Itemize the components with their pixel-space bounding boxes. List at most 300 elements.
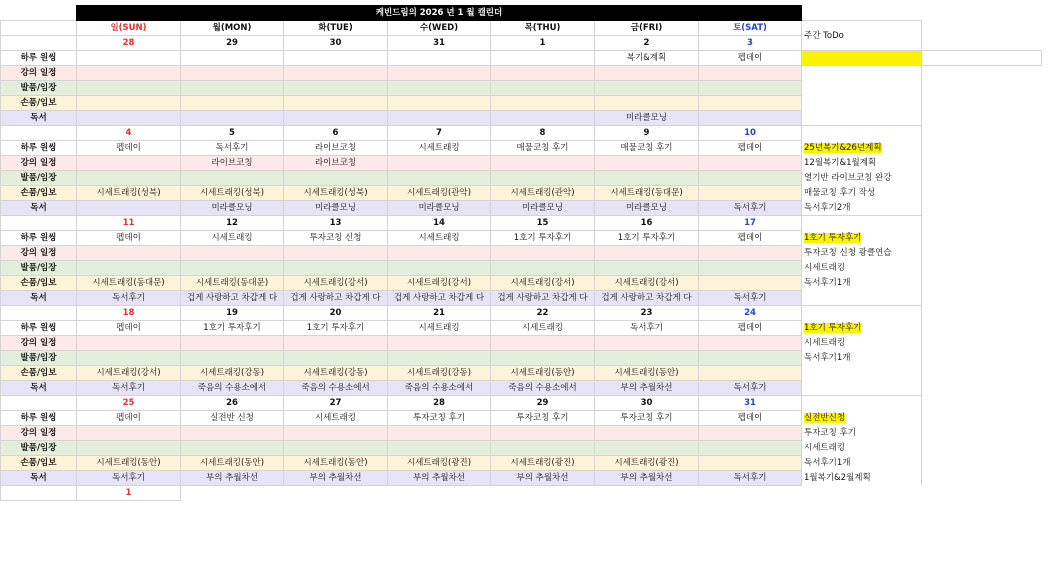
day-cell[interactable]	[77, 261, 181, 276]
spacer-cell	[922, 366, 1042, 381]
day-cell[interactable]	[491, 51, 595, 66]
date-row	[1, 216, 1042, 231]
day-cell[interactable]: 시세트래킹(성북)	[77, 186, 181, 201]
day-cell[interactable]: 부의 추월차선	[595, 471, 699, 486]
row-reading	[1, 471, 1042, 486]
day-cell[interactable]: 시세트래킹(강서)	[77, 366, 181, 381]
date-cell[interactable]: 13	[284, 216, 388, 231]
day-cell[interactable]: 시세트래킹	[388, 141, 491, 156]
row-label: 하루 원씽	[1, 141, 77, 156]
day-cell[interactable]: 시세트래킹(관악)	[491, 186, 595, 201]
todo-item[interactable]	[802, 291, 922, 306]
spacer-cell	[922, 381, 1042, 396]
spacer-cell	[922, 81, 1042, 96]
day-cell[interactable]: 시세트래킹(성북)	[181, 186, 284, 201]
day-cell[interactable]	[699, 186, 802, 201]
day-cell[interactable]	[77, 201, 181, 216]
day-cell[interactable]: 1호기 투자후기	[284, 321, 388, 336]
weekday-header: 수(WED)	[388, 21, 491, 36]
calendar-table	[0, 5, 1042, 501]
todo-text: 투자코칭 후기	[804, 428, 856, 438]
day-cell[interactable]	[284, 96, 388, 111]
day-cell[interactable]: 투자코칭 후기	[491, 411, 595, 426]
day-cell[interactable]	[77, 66, 181, 81]
day-cell[interactable]	[595, 156, 699, 171]
row-oneday	[1, 51, 1042, 66]
date-cell[interactable]: 2	[595, 36, 699, 51]
day-cell[interactable]	[181, 441, 284, 456]
day-cell[interactable]	[77, 426, 181, 441]
todo-item[interactable]	[802, 321, 922, 336]
date-cell[interactable]: 7	[388, 126, 491, 141]
day-cell[interactable]	[388, 351, 491, 366]
date-cell[interactable]: 19	[181, 306, 284, 321]
row-label: 독서	[1, 291, 77, 306]
todo-item[interactable]	[802, 426, 922, 441]
date-cell[interactable]: 14	[388, 216, 491, 231]
todo-item[interactable]	[802, 111, 922, 126]
date-cell[interactable]: 5	[181, 126, 284, 141]
day-cell[interactable]: 시세트래킹(강서)	[491, 276, 595, 291]
day-cell[interactable]: 미라클모닝	[491, 201, 595, 216]
day-cell[interactable]: 죽음의 수용소에서	[284, 381, 388, 396]
todo-item[interactable]	[802, 171, 922, 186]
date-cell[interactable]: 31	[699, 396, 802, 411]
day-cell[interactable]: 펩데이	[699, 321, 802, 336]
todo-item[interactable]	[802, 456, 922, 471]
day-cell[interactable]: 미라클모닝	[595, 201, 699, 216]
date-cell[interactable]: 16	[595, 216, 699, 231]
date-cell[interactable]: 4	[77, 126, 181, 141]
day-cell[interactable]	[491, 336, 595, 351]
day-cell[interactable]: 미라클모닝	[388, 201, 491, 216]
day-cell[interactable]	[284, 261, 388, 276]
day-cell[interactable]	[699, 426, 802, 441]
day-cell[interactable]: 시세트래킹(동안)	[491, 366, 595, 381]
spacer-cell	[922, 471, 1042, 486]
row-reading	[1, 111, 1042, 126]
day-cell[interactable]: 시세트래킹(광진)	[388, 456, 491, 471]
day-cell[interactable]: 시세트래킹(성북)	[284, 186, 388, 201]
day-cell[interactable]	[77, 111, 181, 126]
todo-text: 독서후기2개	[804, 202, 851, 213]
day-cell[interactable]: 시세트래킹(강동)	[284, 366, 388, 381]
day-cell[interactable]	[77, 336, 181, 351]
day-cell[interactable]: 죽음의 수용소에서	[388, 381, 491, 396]
day-cell[interactable]	[181, 426, 284, 441]
day-cell[interactable]	[491, 156, 595, 171]
day-cell[interactable]	[491, 96, 595, 111]
todo-spacer	[802, 306, 922, 321]
day-cell[interactable]	[595, 336, 699, 351]
day-cell[interactable]: 시세트래킹(동대문)	[181, 276, 284, 291]
day-cell[interactable]: 시세트래킹(관악)	[388, 186, 491, 201]
spacer-cell	[922, 216, 1042, 231]
day-cell[interactable]: 시세트래킹(강서)	[595, 276, 699, 291]
day-cell[interactable]: 시세트래킹(동안)	[595, 366, 699, 381]
day-cell[interactable]: 펩데이	[77, 141, 181, 156]
day-cell[interactable]: 시세트래킹(강서)	[388, 276, 491, 291]
day-cell[interactable]	[284, 81, 388, 96]
date-cell[interactable]: 6	[284, 126, 388, 141]
spacer-cell	[181, 486, 284, 501]
day-cell[interactable]	[699, 336, 802, 351]
day-cell[interactable]: 독서후기	[77, 381, 181, 396]
date-cell[interactable]: 8	[491, 126, 595, 141]
day-cell[interactable]	[181, 81, 284, 96]
day-cell[interactable]	[181, 51, 284, 66]
day-cell[interactable]	[699, 66, 802, 81]
todo-item[interactable]	[802, 381, 922, 396]
date-cell[interactable]: 1	[77, 486, 181, 501]
date-cell[interactable]: 12	[181, 216, 284, 231]
row-label: 손품/임보	[1, 276, 77, 291]
day-cell[interactable]	[595, 96, 699, 111]
todo-item[interactable]	[802, 471, 922, 486]
day-cell[interactable]	[284, 351, 388, 366]
day-cell[interactable]: 부의 추월차선	[284, 471, 388, 486]
label-spacer	[1, 306, 77, 321]
day-cell[interactable]: 시세트래킹(동안)	[284, 456, 388, 471]
date-cell[interactable]: 31	[388, 36, 491, 51]
day-cell[interactable]	[595, 66, 699, 81]
day-cell[interactable]: 복기&계획	[595, 51, 699, 66]
day-cell[interactable]	[181, 246, 284, 261]
day-cell[interactable]: 펩데이	[77, 411, 181, 426]
day-cell[interactable]: 시세트래킹(강동)	[388, 366, 491, 381]
day-cell[interactable]	[491, 261, 595, 276]
day-cell[interactable]: 실전반 신청	[181, 411, 284, 426]
day-cell[interactable]	[491, 246, 595, 261]
todo-item[interactable]	[802, 156, 922, 171]
spacer-cell	[922, 306, 1042, 321]
todo-text: 독서후기1개	[804, 278, 851, 288]
day-cell[interactable]	[388, 81, 491, 96]
day-cell[interactable]: 투자코칭 신청	[284, 231, 388, 246]
day-cell[interactable]: 시세트래킹(동안)	[77, 456, 181, 471]
date-cell[interactable]: 24	[699, 306, 802, 321]
day-cell[interactable]: 펩데이	[699, 141, 802, 156]
day-cell[interactable]: 독서후기	[77, 291, 181, 306]
day-cell[interactable]: 투자코칭 후기	[388, 411, 491, 426]
day-cell[interactable]	[491, 426, 595, 441]
day-cell[interactable]	[491, 171, 595, 186]
todo-item[interactable]	[802, 441, 922, 456]
day-cell[interactable]	[595, 261, 699, 276]
date-cell[interactable]: 21	[388, 306, 491, 321]
day-cell[interactable]	[181, 171, 284, 186]
spacer-cell	[922, 96, 1042, 111]
day-cell[interactable]: 라이브코칭	[284, 141, 388, 156]
spacer-cell	[922, 486, 1042, 501]
day-cell[interactable]	[699, 351, 802, 366]
day-cell[interactable]: 독서후기	[699, 471, 802, 486]
date-cell[interactable]: 27	[284, 396, 388, 411]
day-cell[interactable]: 시세트래킹	[491, 321, 595, 336]
row-label: 독서	[1, 471, 77, 486]
day-cell[interactable]	[284, 246, 388, 261]
day-cell[interactable]: 시세트래킹(동대문)	[77, 276, 181, 291]
day-cell[interactable]	[284, 171, 388, 186]
date-cell[interactable]: 11	[77, 216, 181, 231]
day-cell[interactable]	[77, 171, 181, 186]
day-cell[interactable]	[284, 336, 388, 351]
day-cell[interactable]: 펩데이	[699, 51, 802, 66]
day-cell[interactable]	[699, 171, 802, 186]
row-lecture	[1, 66, 1042, 81]
day-cell[interactable]	[595, 441, 699, 456]
row-label: 하루 원씽	[1, 321, 77, 336]
todo-item[interactable]	[802, 366, 922, 381]
day-cell[interactable]: 매물코칭 후기	[595, 141, 699, 156]
day-cell[interactable]: 미라클모닝	[181, 201, 284, 216]
day-cell[interactable]	[284, 66, 388, 81]
day-cell[interactable]: 라이브코칭	[284, 156, 388, 171]
day-cell[interactable]	[699, 366, 802, 381]
date-cell[interactable]: 28	[388, 396, 491, 411]
day-cell[interactable]	[77, 96, 181, 111]
todo-item[interactable]	[802, 141, 922, 156]
todo-item[interactable]	[802, 81, 922, 96]
day-cell[interactable]: 부의 추월차선	[491, 471, 595, 486]
day-cell[interactable]: 미라클모닝	[595, 111, 699, 126]
calendar-title: 케빈드림의 2026 년 1 월 캘린더	[77, 6, 802, 21]
date-cell[interactable]: 20	[284, 306, 388, 321]
todo-text: 시세트래킹	[804, 443, 846, 453]
date-cell[interactable]: 30	[595, 396, 699, 411]
date-row	[1, 306, 1042, 321]
todo-text: 열기반 라이브코칭 완강	[804, 173, 892, 183]
day-cell[interactable]: 부의 추월차선	[595, 381, 699, 396]
label-spacer	[1, 216, 77, 231]
day-cell[interactable]: 겁게 사랑하고 차갑게 다	[181, 291, 284, 306]
spacer-cell	[922, 51, 1042, 66]
day-cell[interactable]	[77, 156, 181, 171]
weekday-row	[1, 21, 1042, 36]
day-cell[interactable]: 시세트래킹(강동)	[181, 366, 284, 381]
corner-cell	[1, 21, 77, 36]
spacer-cell	[922, 441, 1042, 456]
row-fieldwork	[1, 171, 1042, 186]
date-cell[interactable]: 17	[699, 216, 802, 231]
day-cell[interactable]: 죽음의 수용소에서	[181, 381, 284, 396]
day-cell[interactable]	[181, 336, 284, 351]
day-cell[interactable]	[388, 336, 491, 351]
day-cell[interactable]: 독서후기	[699, 381, 802, 396]
day-cell[interactable]	[388, 66, 491, 81]
date-cell[interactable]: 18	[77, 306, 181, 321]
todo-item[interactable]	[802, 231, 922, 246]
day-cell[interactable]	[699, 456, 802, 471]
day-cell[interactable]: 부의 추월차선	[388, 471, 491, 486]
day-cell[interactable]: 겁게 사랑하고 차갑게 다	[284, 291, 388, 306]
todo-item[interactable]	[802, 246, 922, 261]
day-cell[interactable]: 독서후기	[77, 471, 181, 486]
day-cell[interactable]	[699, 81, 802, 96]
row-label: 독서	[1, 201, 77, 216]
day-cell[interactable]: 시세트래킹(광진)	[491, 456, 595, 471]
day-cell[interactable]: 투자코칭 후기	[595, 411, 699, 426]
day-cell[interactable]: 독서후기	[181, 141, 284, 156]
todo-text: 1호기 투자후기	[804, 323, 862, 333]
day-cell[interactable]	[699, 261, 802, 276]
day-cell[interactable]: 부의 추월차선	[181, 471, 284, 486]
day-cell[interactable]: 독서후기	[699, 201, 802, 216]
day-cell[interactable]: 시세트래킹(강서)	[284, 276, 388, 291]
day-cell[interactable]: 1호기 투자후기	[595, 231, 699, 246]
day-cell[interactable]: 겁게 사랑하고 차갑게 다	[595, 291, 699, 306]
date-cell[interactable]: 22	[491, 306, 595, 321]
day-cell[interactable]: 미라클모닝	[284, 201, 388, 216]
day-cell[interactable]	[181, 66, 284, 81]
day-cell[interactable]	[699, 276, 802, 291]
day-cell[interactable]	[491, 66, 595, 81]
day-cell[interactable]: 1호기 투자후기	[491, 231, 595, 246]
day-cell[interactable]	[284, 51, 388, 66]
day-cell[interactable]: 독서후기	[699, 291, 802, 306]
day-cell[interactable]	[284, 441, 388, 456]
day-cell[interactable]	[284, 111, 388, 126]
day-cell[interactable]	[181, 261, 284, 276]
todo-text: 1월복기&2월계획	[804, 473, 871, 483]
todo-text: 매물코칭 후기 작성	[804, 188, 876, 198]
row-label: 하루 원씽	[1, 231, 77, 246]
day-cell[interactable]: 겁게 사랑하고 차갑게 다	[491, 291, 595, 306]
spacer-cell	[922, 426, 1042, 441]
day-cell[interactable]: 겁게 사랑하고 차갑게 다	[388, 291, 491, 306]
day-cell[interactable]	[699, 96, 802, 111]
todo-item[interactable]	[802, 66, 922, 81]
day-cell[interactable]: 펩데이	[699, 411, 802, 426]
spacer-cell	[922, 276, 1042, 291]
day-cell[interactable]	[388, 51, 491, 66]
day-cell[interactable]	[388, 441, 491, 456]
day-cell[interactable]	[595, 81, 699, 96]
todo-item[interactable]	[802, 51, 922, 66]
date-cell[interactable]: 9	[595, 126, 699, 141]
date-cell[interactable]: 29	[491, 396, 595, 411]
day-cell[interactable]	[699, 156, 802, 171]
todo-item[interactable]	[802, 276, 922, 291]
todo-text: 실전반신청	[804, 413, 846, 423]
spacer-cell	[922, 171, 1042, 186]
day-cell[interactable]: 1호기 투자후기	[181, 321, 284, 336]
row-label: 발품/임장	[1, 351, 77, 366]
day-cell[interactable]	[595, 171, 699, 186]
date-cell[interactable]: 30	[284, 36, 388, 51]
next-month-row	[1, 486, 1042, 501]
spacer-cell	[922, 246, 1042, 261]
todo-text: 독서후기1개	[804, 458, 851, 468]
day-cell[interactable]	[181, 351, 284, 366]
date-cell[interactable]: 26	[181, 396, 284, 411]
day-cell[interactable]	[77, 81, 181, 96]
row-fieldwork	[1, 81, 1042, 96]
todo-item[interactable]	[802, 186, 922, 201]
todo-item[interactable]	[802, 201, 922, 216]
day-cell[interactable]: 펩데이	[699, 231, 802, 246]
date-cell[interactable]: 29	[181, 36, 284, 51]
day-cell[interactable]	[77, 441, 181, 456]
spacer-cell	[922, 21, 1042, 51]
spacer-cell	[922, 201, 1042, 216]
day-cell[interactable]	[491, 441, 595, 456]
todo-text: 12월복기&1월계획	[804, 158, 877, 168]
day-cell[interactable]	[699, 111, 802, 126]
todo-item[interactable]	[802, 336, 922, 351]
day-cell[interactable]	[491, 111, 595, 126]
day-cell[interactable]: 시세트래킹(동안)	[181, 456, 284, 471]
day-cell[interactable]	[77, 351, 181, 366]
day-cell[interactable]: 펩데이	[77, 321, 181, 336]
day-cell[interactable]	[595, 246, 699, 261]
day-cell[interactable]: 시세트래킹	[388, 321, 491, 336]
spacer-cell	[922, 6, 1042, 21]
day-cell[interactable]	[595, 426, 699, 441]
day-cell[interactable]: 매물코칭 후기	[491, 141, 595, 156]
row-label: 발품/임장	[1, 261, 77, 276]
row-label: 강의 일정	[1, 336, 77, 351]
day-cell[interactable]	[388, 156, 491, 171]
day-cell[interactable]	[699, 246, 802, 261]
todo-item[interactable]	[802, 411, 922, 426]
day-cell[interactable]: 라이브코칭	[181, 156, 284, 171]
day-cell[interactable]: 독서후기	[595, 321, 699, 336]
day-cell[interactable]: 시세트래킹(광진)	[595, 456, 699, 471]
day-cell[interactable]	[699, 441, 802, 456]
day-cell[interactable]	[388, 261, 491, 276]
date-cell[interactable]: 25	[77, 396, 181, 411]
day-cell[interactable]	[388, 246, 491, 261]
date-cell[interactable]: 23	[595, 306, 699, 321]
date-cell[interactable]: 10	[699, 126, 802, 141]
day-cell[interactable]	[181, 96, 284, 111]
date-cell[interactable]: 1	[491, 36, 595, 51]
day-cell[interactable]: 펩데이	[77, 231, 181, 246]
row-label: 발품/임장	[1, 171, 77, 186]
day-cell[interactable]	[284, 426, 388, 441]
todo-spacer	[802, 126, 922, 141]
day-cell[interactable]	[491, 351, 595, 366]
day-cell[interactable]	[388, 426, 491, 441]
todo-item[interactable]	[802, 96, 922, 111]
day-cell[interactable]	[181, 111, 284, 126]
day-cell[interactable]	[388, 111, 491, 126]
row-label: 발품/임장	[1, 441, 77, 456]
row-label: 강의 일정	[1, 66, 77, 81]
spacer-cell	[491, 486, 595, 501]
day-cell[interactable]: 죽음의 수용소에서	[491, 381, 595, 396]
day-cell[interactable]: 시세트래킹	[284, 411, 388, 426]
todo-item[interactable]	[802, 261, 922, 276]
date-cell[interactable]: 28	[77, 36, 181, 51]
day-cell[interactable]	[595, 351, 699, 366]
day-cell[interactable]	[388, 171, 491, 186]
spacer-cell	[922, 336, 1042, 351]
day-cell[interactable]	[77, 51, 181, 66]
day-cell[interactable]	[77, 246, 181, 261]
date-cell[interactable]: 15	[491, 216, 595, 231]
todo-item[interactable]	[802, 351, 922, 366]
day-cell[interactable]	[388, 96, 491, 111]
row-label: 손품/임보	[1, 186, 77, 201]
date-cell[interactable]: 3	[699, 36, 802, 51]
spacer-cell	[922, 66, 1042, 81]
day-cell[interactable]: 시세트래킹(동대문)	[595, 186, 699, 201]
day-cell[interactable]: 시세트래킹	[181, 231, 284, 246]
day-cell[interactable]	[491, 81, 595, 96]
day-cell[interactable]: 시세트래킹	[388, 231, 491, 246]
